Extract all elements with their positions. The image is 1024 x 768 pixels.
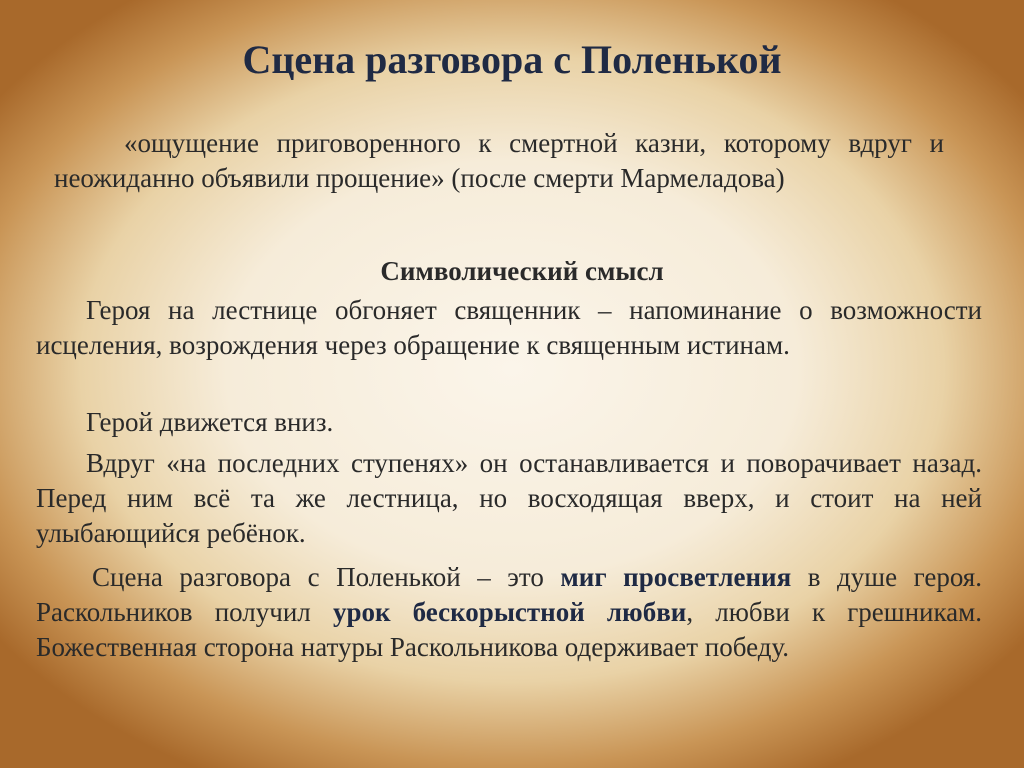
conclusion-emphasis-2: урок бескорыстной любви: [332, 597, 687, 627]
paragraph-priest: Героя на лестнице обгоняет священник – напоминание о возможности исцеления, возрождения через обращение к священным истинам.: [36, 295, 982, 360]
paragraph-stairs: Вдруг «на последних ступенях» он останавливается и поворачивает назад. Перед ним всё та же лестница, но восходящая вверх, и стоит на ней улыбающийся ребёнок.: [36, 448, 982, 548]
slide-title: Сцена разговора с Поленькой: [242, 37, 782, 82]
paragraph-conclusion: [36, 560, 982, 665]
conclusion-text-3: , любви к грешникам. Божественная сторона натуры Раскольникова одерживает победу.: [36, 597, 982, 662]
conclusion-text-2: в душе героя. Раскольников получил: [36, 562, 982, 627]
conclusion-text-1: Сцена разговора с Поленькой – это: [92, 562, 561, 592]
conclusion-emphasis-1: миг просветления: [560, 562, 792, 592]
quote-paragraph: «ощущение приговоренного к смертной казни, которому вдруг и неожиданно объявили прощение» (после смерти Мармеладова): [54, 128, 944, 193]
subheading: Символический смысл: [380, 256, 664, 286]
paragraph-moves-down: Герой движется вниз.: [86, 407, 334, 437]
